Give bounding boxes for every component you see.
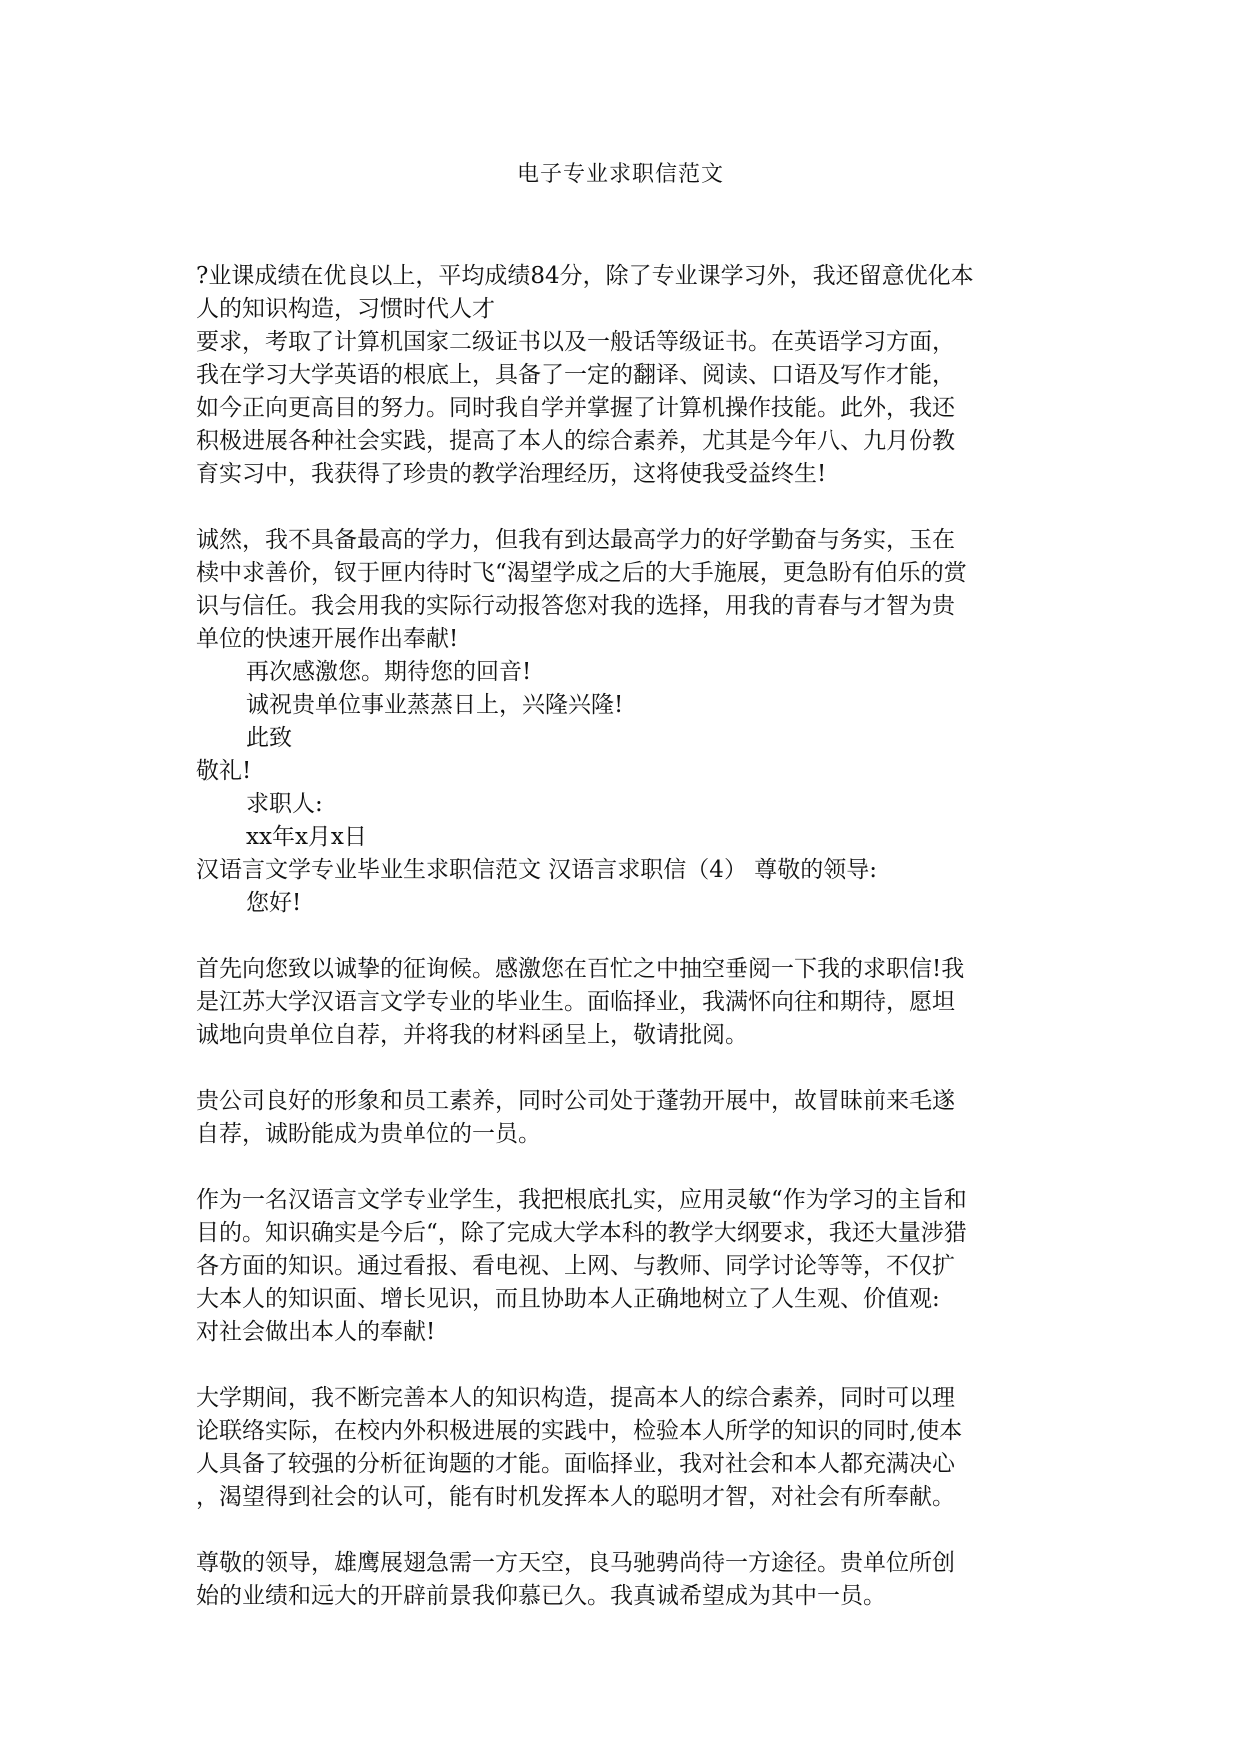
paragraph-3: [196, 953, 1056, 1052]
text-line: 人的知识构造，习惯时代人才: [196, 296, 495, 322]
text-line: 自荐，诚盼能成为贵单位的一员。: [196, 1121, 541, 1147]
text-line: 育实习中，我获得了珍贵的教学治理经历，这将使我受益终生!: [196, 461, 827, 487]
text-line: 椟中求善价，钗于匣内待时飞“渴望学成之后的大手施展，更急盼有伯乐的赏: [196, 560, 967, 586]
closing-jingli: 敬礼!: [196, 758, 252, 784]
text-line: 识与信任。我会用我的实际行动报答您对我的选择，用我的青春与才智为贵: [196, 593, 955, 619]
paragraph-2: [196, 524, 1056, 656]
paragraph-1: [196, 260, 1056, 491]
closing-date: xx年x月x日: [246, 824, 367, 850]
closing-wish: 诚祝贵单位事业蒸蒸日上，兴隆兴隆!: [246, 692, 624, 718]
text-line: 积极进展各种社会实践，提高了本人的综合素养，尤其是今年八、九月份教: [196, 428, 955, 454]
document-title: 电子专业求职信范文: [516, 162, 724, 187]
text-line: 贵公司良好的形象和员工素养，同时公司处于蓬勃开展中，故冒昧前来毛遂: [196, 1088, 955, 1114]
paragraph-gap: [196, 1052, 1056, 1085]
paragraph-gap: [196, 920, 1056, 953]
text-line: 首先向您致以诚挚的征询候。感激您在百忙之中抽空垂阅一下我的求职信!我: [196, 956, 965, 982]
text-line: 是江苏大学汉语言文学专业的毕业生。面临择业，我满怀向往和期待，愿坦: [196, 989, 955, 1015]
paragraph-gap: [196, 1151, 1056, 1184]
text-line: 各方面的知识。通过看报、看电视、上网、与教师、同学讨论等等，不仅扩: [196, 1253, 955, 1279]
closing-cizhi: 此致: [246, 725, 292, 751]
text-line: 我在学习大学英语的根底上，具备了一定的翻译、阅读、口语及写作才能，: [196, 362, 955, 388]
text-line: 诚然，我不具备最高的学力，但我有到达最高学力的好学勤奋与务实，玉在: [196, 527, 955, 553]
text-line: 始的业绩和远大的开辟前景我仰慕已久。我真诚希望成为其中一员。: [196, 1583, 886, 1609]
text-line: 尊敬的领导，雄鹰展翅急需一方天空，良马驰骋尚待一方途径。贵单位所创: [196, 1550, 955, 1576]
text-line: 如今正向更高目的努力。同时我自学并掌握了计算机操作技能。此外，我还: [196, 395, 955, 421]
paragraph-gap: [196, 1349, 1056, 1382]
text-line: ，渴望得到社会的认可，能有时机发挥本人的聪明才智，对社会有所奉献。: [196, 1484, 955, 1510]
text-line: 论联络实际，在校内外积极进展的实践中，检验本人所学的知识的同时,使本: [196, 1418, 963, 1444]
text-line: 人具备了较强的分析征询题的才能。面临择业，我对社会和本人都充满决心: [196, 1451, 955, 1477]
text-line: ?业课成绩在优良以上，平均成绩84分，除了专业课学习外，我还留意优化本: [196, 263, 974, 289]
paragraph-5: [196, 1184, 1056, 1349]
text-line: 大本人的知识面、增长见识，而且协助本人正确地树立了人生观、价值观:: [196, 1286, 940, 1312]
paragraph-gap: [196, 1514, 1056, 1547]
text-line: 大学期间，我不断完善本人的知识构造，提高本人的综合素养，同时可以理: [196, 1385, 955, 1411]
closing-applicant: 求职人:: [246, 791, 323, 817]
paragraph-4: [196, 1085, 1056, 1151]
letter-body: [196, 260, 1056, 1613]
paragraph-7: [196, 1547, 1056, 1613]
second-letter-heading: 汉语言文学专业毕业生求职信范文 汉语言求职信（4） 尊敬的领导:: [196, 857, 878, 883]
text-line: 要求，考取了计算机国家二级证书以及一般话等级证书。在英语学习方面，: [196, 329, 955, 355]
greeting: 您好!: [246, 890, 302, 916]
text-line: 诚地向贵单位自荐，并将我的材料函呈上，敬请批阅。: [196, 1022, 748, 1048]
text-line: 单位的快速开展作出奉献!: [196, 626, 459, 652]
text-line: 对社会做出本人的奉献!: [196, 1319, 436, 1345]
text-line: 作为一名汉语言文学专业学生，我把根底扎实，应用灵敏“作为学习的主旨和: [196, 1187, 967, 1213]
closing-thanks: 再次感激您。期待您的回音!: [246, 659, 532, 685]
text-line: 目的。知识确实是今后“，除了完成大学本科的教学大纲要求，我还大量涉猎: [196, 1220, 967, 1246]
paragraph-6: [196, 1382, 1056, 1514]
paragraph-gap: [196, 491, 1056, 524]
